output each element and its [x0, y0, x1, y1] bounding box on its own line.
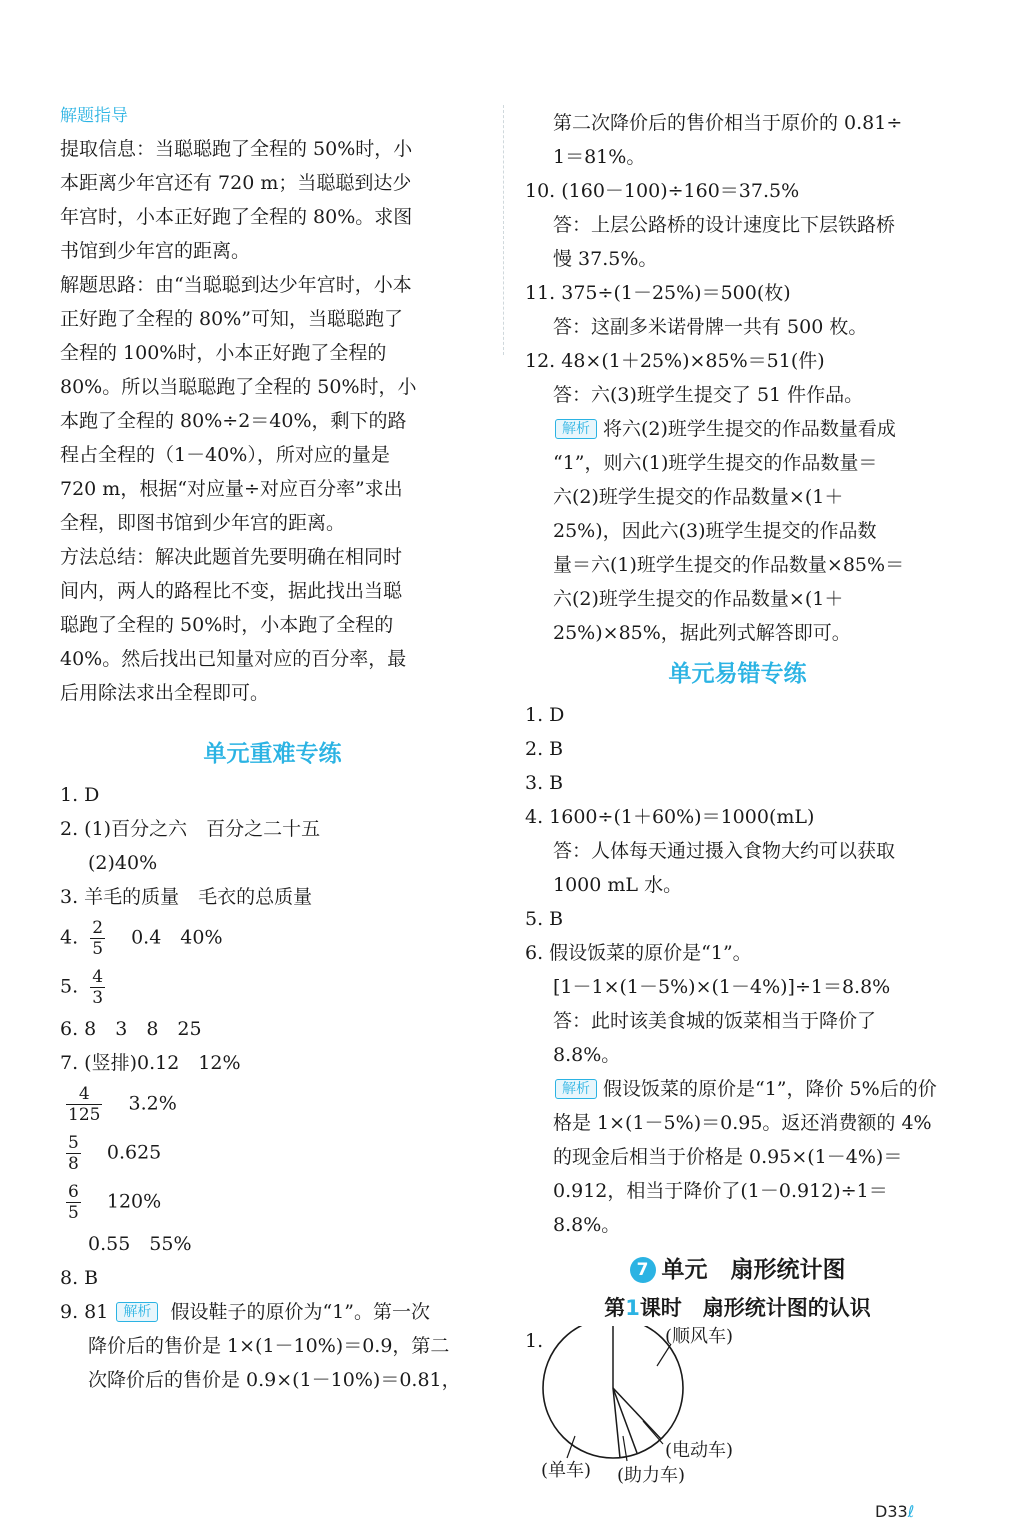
error-answer-4: 4. 1600÷(1＋60%)＝1000(mL) — [525, 806, 815, 828]
denominator: 5 — [68, 1203, 79, 1223]
fraction — [66, 1133, 81, 1174]
text-line: 1＝81%。 — [553, 146, 646, 168]
text-line: 提取信息：当聪聪跑了全程的 50%时，小 — [60, 138, 413, 160]
pie-radius — [613, 1388, 661, 1439]
denominator: 125 — [68, 1105, 101, 1125]
pie-label: (助力车) — [617, 1465, 686, 1486]
answer-12: 12. 48×(1＋25%)×85%＝51(件) — [525, 350, 825, 372]
text-line: 正好跑了全程的 80%”可知，当聪聪跑了 — [60, 308, 403, 330]
text-line: 降价后的售价是 1×(1－10%)＝0.9，第二 — [88, 1335, 450, 1357]
text-line: 解题思路：由“当聪聪到达少年宫时，小本 — [60, 274, 412, 296]
text-line: 答：上层公路桥的设计速度比下层铁路桥 — [553, 214, 896, 236]
text-line: 六(2)班学生提交的作品数量×(1＋ — [553, 588, 844, 610]
answer-7-row — [60, 1129, 485, 1178]
lesson-title — [525, 1290, 950, 1326]
page-number: D33 — [875, 1502, 908, 1521]
answer-6: 6. 8 3 8 25 — [60, 1018, 202, 1040]
text-line: 720 m，根据“对应量÷对应百分率”求出 — [60, 478, 403, 500]
text-line: 25%)×85%，据此列式解答即可。 — [553, 622, 851, 644]
text-line: 第二次降价后的售价相当于原价的 0.81÷ — [553, 112, 903, 134]
text-line: [1－1×(1－5%)×(1－4%)]÷1＝8.8% — [553, 976, 891, 998]
answer-9 — [60, 1295, 485, 1329]
answer-9-head: 9. 81 — [60, 1301, 109, 1323]
answer-5-prefix: 5. — [60, 975, 79, 998]
leaf-icon: ℓ — [907, 1502, 915, 1521]
leader-line — [643, 1421, 663, 1444]
error-answer-5: 5. B — [525, 908, 564, 930]
unit-number-badge: 7 — [630, 1257, 656, 1283]
answer-2a: 2. (1)百分之六 百分之二十五 — [60, 818, 321, 840]
fraction — [66, 1182, 81, 1223]
numerator: 4 — [92, 967, 104, 987]
leader-line — [657, 1344, 671, 1366]
numerator: 4 — [66, 1084, 102, 1105]
lesson-number: 1 — [625, 1296, 640, 1320]
lesson-suffix: 课时 扇形统计图的认识 — [639, 1296, 871, 1320]
denominator: 5 — [92, 939, 104, 959]
error-answer-6: 6. 假设饭菜的原价是“1”。 — [525, 942, 752, 964]
text-line: “1”，则六(1)班学生提交的作品数量＝ — [553, 452, 878, 474]
answer-10: 10. (160－100)÷160＝37.5% — [525, 180, 800, 202]
text-line: 量＝六(1)班学生提交的作品数量×85%＝ — [553, 554, 905, 576]
numerator: 2 — [92, 918, 104, 938]
analysis-text: 将六(2)班学生提交的作品数量看成 — [603, 418, 896, 440]
denominator: 8 — [68, 1154, 79, 1174]
pie-label: (单车) — [541, 1460, 592, 1481]
pie-chart — [525, 1326, 950, 1486]
pie-question-number: 1. — [525, 1330, 544, 1352]
text-line: 六(2)班学生提交的作品数量×(1＋ — [553, 486, 844, 508]
answer-5 — [60, 963, 485, 1012]
answer-8: 8. B — [60, 1267, 99, 1289]
text-line: 1000 mL 水。 — [553, 874, 683, 896]
text-line: 0.912，相当于降价了(1－0.912)÷1＝ — [553, 1180, 888, 1202]
text-line: 次降价后的售价是 0.9×(1－10%)＝0.81， — [88, 1369, 461, 1391]
text-line: 25%)，因此六(3)班学生提交的作品数 — [553, 520, 877, 542]
pie-label: (电动车) — [665, 1440, 734, 1461]
text-line: 年宫时，小本正好跑了全程的 80%。求图 — [60, 206, 413, 228]
answer-7-value: 120% — [106, 1190, 162, 1213]
answer-3: 3. 羊毛的质量 毛衣的总质量 — [60, 886, 313, 908]
section-title-error-practice: 单元易错专练 — [668, 661, 807, 687]
analysis-badge: 解析 — [555, 419, 597, 439]
text-line: 程占全程的（1－40%），所对应的量是 — [60, 444, 390, 466]
section-title-key-practice: 单元重难专练 — [203, 741, 342, 767]
answer-4-prefix: 4. — [60, 926, 79, 949]
analysis-line — [525, 1072, 950, 1106]
text-line: 的现金后相当于价格是 0.95×(1－4%)＝ — [553, 1146, 903, 1168]
lesson-prefix: 第 — [604, 1296, 626, 1320]
left-column — [60, 100, 485, 1397]
answer-7-value: 0.625 — [106, 1141, 162, 1164]
analysis-text: 假设饭菜的原价是“1”，降价 5%后的价 — [603, 1078, 937, 1100]
text-line: 80%。所以当聪聪跑了全程的 50%时，小 — [60, 376, 417, 398]
answer-4 — [60, 914, 485, 963]
leader-line — [567, 1436, 575, 1458]
text-line: 慢 37.5%。 — [553, 248, 658, 270]
text-line: 答：人体每天通过摄入食物大约可以获取 — [553, 840, 896, 862]
analysis-badge: 解析 — [555, 1079, 597, 1099]
text-line: 答：六(3)班学生提交了 51 件作品。 — [553, 384, 864, 406]
answer-4-rest: 0.4 40% — [131, 926, 223, 949]
answer-1: 1. D — [60, 784, 100, 806]
unit-title — [525, 1250, 950, 1290]
fraction — [90, 967, 105, 1008]
fraction — [90, 918, 105, 959]
text-line: 聪跑了全程的 50%时，小本跑了全程的 — [60, 614, 394, 636]
guide-label: 解题指导 — [60, 106, 128, 126]
numerator: 5 — [68, 1133, 79, 1153]
text-line: 8.8%。 — [553, 1044, 621, 1066]
pie-label: (顺风车) — [665, 1326, 734, 1347]
text-line: 方法总结：解决此题首先要明确在相同时 — [60, 546, 403, 568]
error-answer-2: 2. B — [525, 738, 564, 760]
answer-7-row — [60, 1178, 485, 1227]
denominator: 3 — [92, 988, 104, 1008]
answer-2b: (2)40% — [88, 852, 158, 874]
text-line: 答：此时该美食城的饭菜相当于降价了 — [553, 1010, 877, 1032]
answer-9-text: 假设鞋子的原价为“1”。第一次 — [170, 1301, 430, 1323]
page-footer — [875, 1502, 914, 1521]
column-divider — [503, 105, 504, 355]
text-line: 全程的 100%时，小本正好跑了全程的 — [60, 342, 387, 364]
text-line: 全程，即图书馆到少年宫的距离。 — [60, 512, 346, 534]
text-line: 本距离少年宫还有 720 m；当聪聪到达少 — [60, 172, 412, 194]
answer-7-value: 3.2% — [128, 1092, 177, 1115]
answer-11: 11. 375÷(1－25%)＝500(枚) — [525, 282, 791, 304]
answer-7-row — [60, 1080, 485, 1129]
text-line: 书馆到少年宫的距离。 — [60, 240, 251, 262]
text-line: 间内，两人的路程比不变，据此找出当聪 — [60, 580, 403, 602]
unit-title-text: 单元 扇形统计图 — [661, 1257, 846, 1283]
info-paragraph — [60, 132, 485, 268]
error-answer-3: 3. B — [525, 772, 564, 794]
text-line: 答：这副多米诺骨牌一共有 500 枚。 — [553, 316, 868, 338]
pie-sketch — [525, 1326, 950, 1486]
fraction — [66, 1084, 102, 1125]
analysis-line — [525, 412, 950, 446]
answer-7-last: 0.55 55% — [88, 1233, 192, 1255]
text-line: 本跑了全程的 80%÷2＝40%，剩下的路 — [60, 410, 407, 432]
error-answer-1: 1. D — [525, 704, 565, 726]
answer-7: 7. (竖排)0.12 12% — [60, 1052, 241, 1074]
numerator: 6 — [68, 1182, 79, 1202]
analysis-badge: 解析 — [116, 1302, 158, 1322]
text-line: 40%。然后找出已知量对应的百分率，最 — [60, 648, 407, 670]
text-line: 格是 1×(1－5%)＝0.95。返还消费额的 4% — [553, 1112, 932, 1134]
summary-paragraph — [60, 540, 485, 710]
right-column — [525, 106, 950, 1486]
thinking-paragraph — [60, 268, 485, 540]
text-line: 后用除法求出全程即可。 — [60, 682, 270, 704]
text-line: 8.8%。 — [553, 1214, 621, 1236]
